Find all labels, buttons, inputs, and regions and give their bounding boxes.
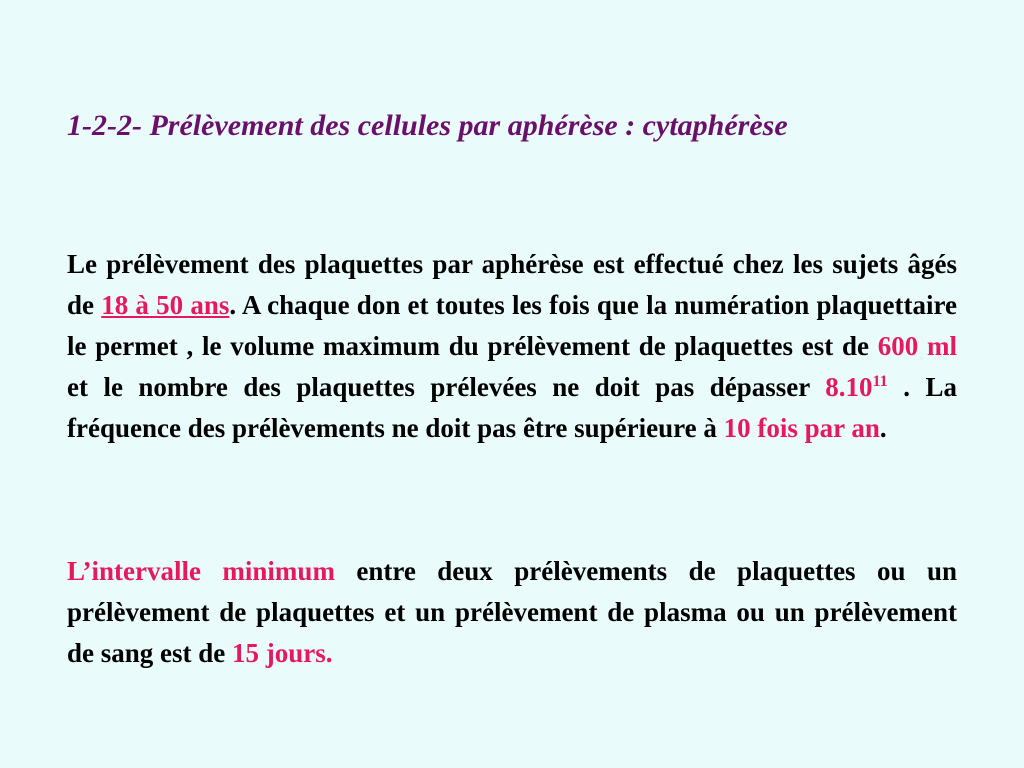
- text-segment: Le prélèvement des plaquettes par aphérèse est effectué chez les sujets âgés de: [67, 249, 957, 320]
- frequency-highlight: 10 fois par an: [723, 413, 880, 443]
- days-highlight: 15 jours.: [232, 638, 333, 668]
- interval-label-highlight: L’intervalle minimum: [67, 556, 335, 586]
- paragraph-minimum-interval: [67, 551, 957, 674]
- text-segment: et le nombre des plaquettes prélevées ne doit pas dépasser: [67, 372, 826, 402]
- age-range-highlight: 18 à 50 ans: [101, 290, 230, 320]
- slide-title: 1-2-2- Prélèvement des cellules par aphérèse : cytaphérèse: [67, 109, 788, 142]
- text-segment: . La fréquence des prélèvements ne doit pas être supérieure à: [67, 372, 957, 443]
- paragraph-platelet-apheresis: [67, 244, 957, 449]
- platelet-count-highlight: [825, 372, 888, 402]
- text-segment: entre deux prélèvements de plaquettes ou un prélèvement de plaquettes et un prélèvement de plasma ou un prélèvement de sang est de: [67, 556, 957, 668]
- text-segment: .: [879, 413, 887, 443]
- text-segment: . A chaque don et toutes les fois que la numération plaquettaire le permet , le volume maximum du prélèvement de plaquettes est de: [67, 290, 958, 361]
- volume-highlight: 600 ml: [877, 331, 957, 361]
- count-exponent: 11: [872, 372, 888, 390]
- count-base: 8.10: [825, 372, 873, 402]
